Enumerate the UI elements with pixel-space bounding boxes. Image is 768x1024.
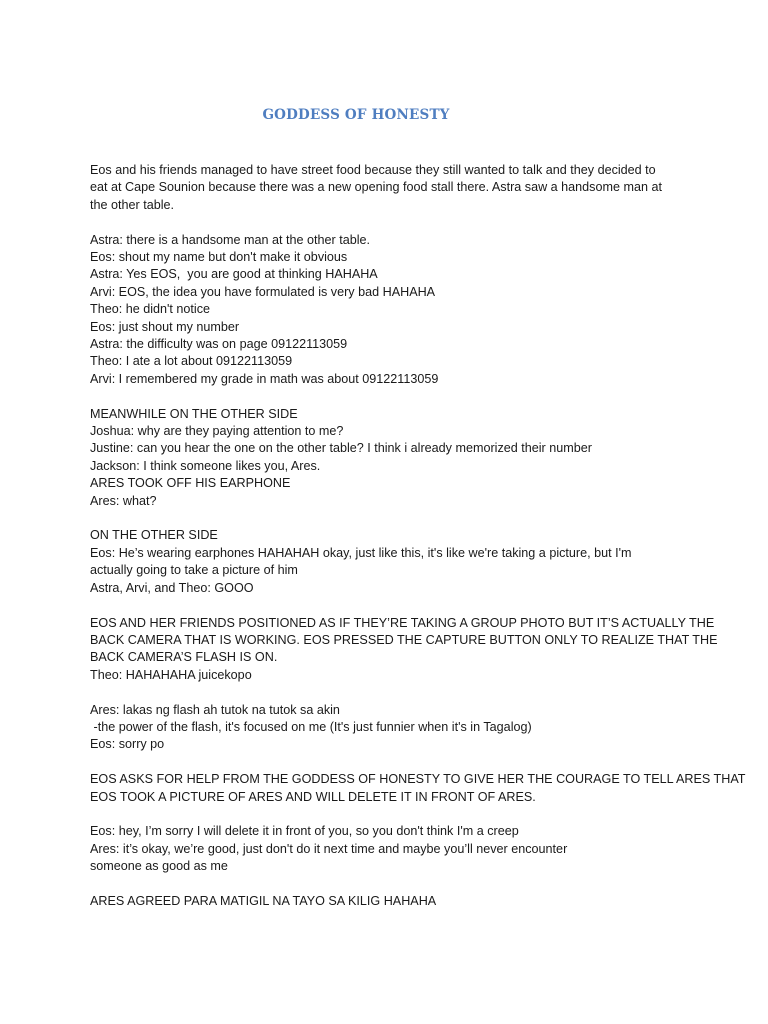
text-line: BACK CAMERA’S FLASH IS ON. <box>90 650 278 665</box>
text-line: Theo: I ate a lot about 09122113059 <box>90 354 293 369</box>
text-line: EOS ASKS FOR HELP FROM THE GODDESS OF HONESTY TO GIVE HER THE COURAGE TO TELL ARES THAT <box>90 772 746 787</box>
paragraph <box>90 527 690 597</box>
text-line: actually going to take a picture of him <box>90 563 298 578</box>
text-line: Eos: shout my name but don't make it obvious <box>90 250 348 265</box>
text-line: ON THE OTHER SIDE <box>90 528 218 543</box>
paragraph <box>90 232 690 389</box>
text-line: Eos: sorry po <box>90 737 165 752</box>
text-line: Theo: he didn't notice <box>90 302 211 317</box>
paragraph <box>90 406 690 510</box>
paragraph <box>90 702 690 754</box>
text-line: ARES AGREED PARA MATIGIL NA TAYO SA KILIG HAHAHA <box>90 893 437 908</box>
text-line: EOS AND HER FRIENDS POSITIONED AS IF THEY’RE TAKING A GROUP PHOTO BUT IT’S ACTUALLY THE <box>90 615 715 630</box>
text-line: MEANWHILE ON THE OTHER SIDE <box>90 406 298 421</box>
text-line: Jackson: I think someone likes you, Ares. <box>90 458 321 473</box>
paragraph <box>90 771 746 806</box>
document-title: GODDESS OF HONESTY <box>262 107 450 123</box>
document-body <box>90 162 746 928</box>
text-line: Ares: what? <box>90 493 157 508</box>
text-line: ARES TOOK OFF HIS EARPHONE <box>90 476 291 491</box>
text-line: -the power of the flash, it's focused on me (It's just funnier when it's in Tagalog) <box>90 719 532 734</box>
text-line: the other table. <box>90 197 175 212</box>
text-line: Eos: hey, I’m sorry I will delete it in front of you, so you don't think I'm a creep <box>90 824 519 839</box>
text-line: Theo: HAHAHAHA juicekopo <box>90 667 252 682</box>
paragraph <box>90 615 718 685</box>
text-line: someone as good as me <box>90 859 228 874</box>
text-line: EOS TOOK A PICTURE OF ARES AND WILL DELETE IT IN FRONT OF ARES. <box>90 789 536 804</box>
text-line: Arvi: EOS, the idea you have formulated is very bad HAHAHA <box>90 284 436 299</box>
text-line: Eos: He’s wearing earphones HAHAHAH okay, just like this, it's like we're taking a picture, but I'm <box>90 545 632 560</box>
text-line: eat at Cape Sounion because there was a new opening food stall there. Astra saw a handsome man at <box>90 180 662 195</box>
text-line: Astra: Yes EOS, you are good at thinking HAHAHA <box>90 267 378 282</box>
text-line: Astra, Arvi, and Theo: GOOO <box>90 580 254 595</box>
paragraph <box>90 162 690 214</box>
text-line: Eos: just shout my number <box>90 319 240 334</box>
text-line: Ares: lakas ng flash ah tutok na tutok sa akin <box>90 702 340 717</box>
text-line: Astra: there is a handsome man at the other table. <box>90 232 371 247</box>
paragraph <box>90 823 690 875</box>
text-line: BACK CAMERA THAT IS WORKING. EOS PRESSED THE CAPTURE BUTTON ONLY TO REALIZE THAT THE <box>90 632 718 647</box>
text-line: Astra: the difficulty was on page 09122113059 <box>90 337 348 352</box>
text-line: Eos and his friends managed to have street food because they still wanted to talk and they decided to <box>90 163 656 177</box>
paragraph <box>90 893 690 910</box>
text-line: Ares: it’s okay, we’re good, just don't do it next time and maybe you’ll never encounter <box>90 841 568 856</box>
text-line: Joshua: why are they paying attention to me? <box>90 424 344 439</box>
text-line: Arvi: I remembered my grade in math was about 09122113059 <box>90 371 439 386</box>
text-line: Justine: can you hear the one on the other table? I think i already memorized their number <box>90 441 592 456</box>
